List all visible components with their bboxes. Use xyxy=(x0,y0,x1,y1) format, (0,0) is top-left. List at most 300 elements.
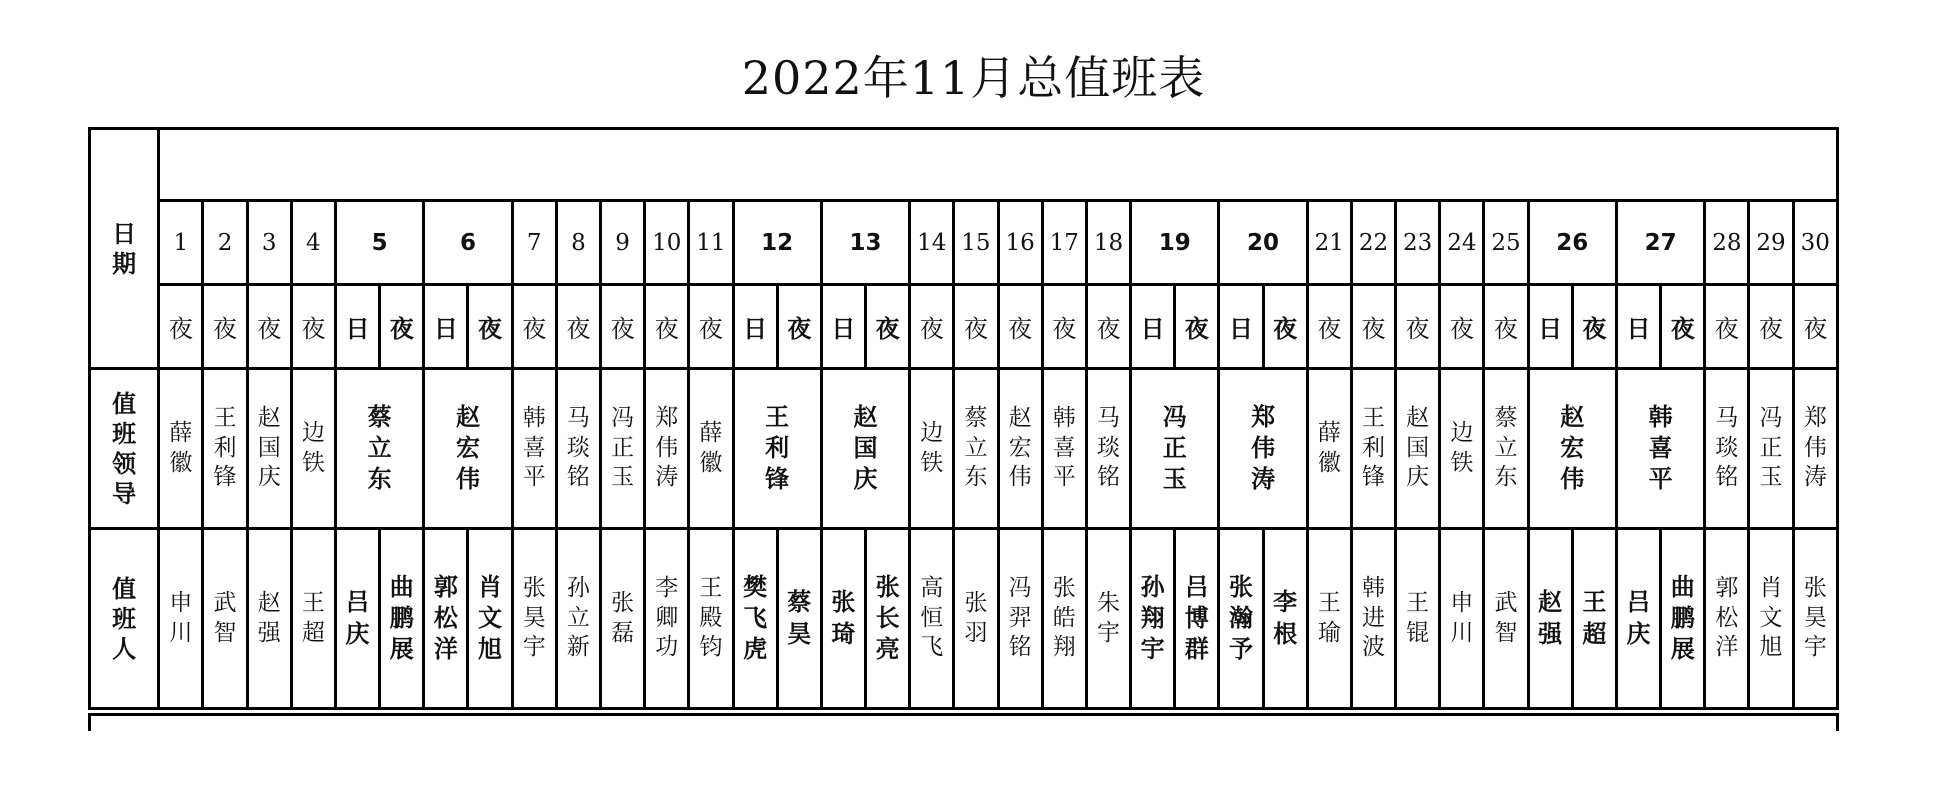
char: 伟 xyxy=(1008,464,1032,491)
char: 川 xyxy=(169,619,193,646)
char: 薛 xyxy=(169,419,193,446)
leader-name xyxy=(204,404,245,494)
char: 展 xyxy=(389,635,414,664)
char: 郭 xyxy=(433,572,458,601)
char: 利 xyxy=(1361,434,1385,461)
char: 锋 xyxy=(213,464,237,491)
char: 赵 xyxy=(455,402,480,431)
char: 伟 xyxy=(455,465,480,494)
char: 喜 xyxy=(522,434,546,461)
char: 高 xyxy=(920,574,944,601)
char: 边 xyxy=(920,419,944,446)
char: 宇 xyxy=(1140,635,1165,664)
char: 鹏 xyxy=(1670,603,1695,632)
shift-cell: 夜 xyxy=(1396,285,1440,369)
char: 东 xyxy=(1494,464,1518,491)
leader-name xyxy=(1044,404,1085,494)
char: 赵 xyxy=(853,402,878,431)
staff-name xyxy=(293,569,334,669)
shift-cell: 夜 xyxy=(1705,285,1749,369)
day-number-cell: 14 xyxy=(910,201,954,285)
staff-cell xyxy=(424,529,468,709)
shift-cell: 夜 xyxy=(1307,285,1351,369)
shift-cell: 夜 xyxy=(1086,285,1130,369)
char: 虎 xyxy=(743,635,768,664)
shift-cell: 夜 xyxy=(866,285,910,369)
staff-cell xyxy=(777,529,821,709)
char: 博 xyxy=(1184,603,1209,632)
leader-name xyxy=(955,404,996,494)
char: 涛 xyxy=(1803,464,1827,491)
staff-cell xyxy=(733,529,777,709)
staff-cell xyxy=(910,529,954,709)
char: 蔡 xyxy=(367,402,392,431)
char: 琦 xyxy=(831,619,856,648)
char: 喜 xyxy=(1052,434,1076,461)
char: 锟 xyxy=(1406,619,1430,646)
shift-cell: 夜 xyxy=(203,285,247,369)
day-number-cell: 1 xyxy=(159,201,203,285)
char: 王 xyxy=(1317,589,1341,616)
day-number-cell: 29 xyxy=(1749,201,1793,285)
leader-cell xyxy=(424,369,512,529)
shift-cell: 日 xyxy=(733,285,777,369)
char: 赵 xyxy=(1406,404,1430,431)
char: 平 xyxy=(1648,465,1673,494)
staff-name xyxy=(646,574,687,664)
day-number-cell: 2 xyxy=(203,201,247,285)
char: 羽 xyxy=(964,619,988,646)
table-continuation xyxy=(88,713,1839,731)
staff-cell xyxy=(600,529,644,709)
leader-cell xyxy=(1086,369,1130,529)
char: 郑 xyxy=(1251,402,1276,431)
char: 赵 xyxy=(257,589,281,616)
staff-name xyxy=(602,569,643,669)
char: 立 xyxy=(964,434,988,461)
shift-cell: 夜 xyxy=(1661,285,1705,369)
staff-name xyxy=(337,567,378,669)
char: 吕 xyxy=(345,588,370,617)
char: 韩 xyxy=(1361,574,1385,601)
char: 李 xyxy=(1273,588,1298,617)
char: 钧 xyxy=(699,634,723,661)
day-number-cell: 3 xyxy=(247,201,291,285)
char: 琰 xyxy=(1096,434,1120,461)
staff-name xyxy=(1044,574,1085,664)
char: 松 xyxy=(1715,604,1739,631)
char: 孙 xyxy=(566,574,590,601)
row-label-char: 日 xyxy=(112,219,137,248)
day-number-cell: 7 xyxy=(512,201,556,285)
char: 宏 xyxy=(455,433,480,462)
staff-cell xyxy=(866,529,910,709)
staff-cell xyxy=(954,529,998,709)
char: 朱 xyxy=(1096,589,1120,616)
char: 韩 xyxy=(1052,404,1076,431)
leader-cell xyxy=(1484,369,1528,529)
staff-cell xyxy=(998,529,1042,709)
char: 昊 xyxy=(1803,604,1827,631)
char: 张 xyxy=(1803,574,1827,601)
char: 正 xyxy=(1759,434,1783,461)
char: 郑 xyxy=(1803,404,1827,431)
day-number-cell: 13 xyxy=(821,201,909,285)
staff-name xyxy=(1441,569,1482,669)
char: 王 xyxy=(1406,589,1430,616)
char: 昊 xyxy=(522,604,546,631)
char: 韩 xyxy=(1648,402,1673,431)
shift-cell: 夜 xyxy=(645,285,689,369)
day-number-row xyxy=(90,201,1838,285)
leader-cell xyxy=(1440,369,1484,529)
char: 王 xyxy=(765,402,790,431)
char: 王 xyxy=(699,574,723,601)
char: 国 xyxy=(1406,434,1430,461)
row-label-char: 值 xyxy=(112,574,137,603)
leader-name xyxy=(1750,404,1791,494)
char: 皓 xyxy=(1052,604,1076,631)
char: 肖 xyxy=(478,572,503,601)
leader-cell xyxy=(1219,369,1307,529)
char: 国 xyxy=(853,433,878,462)
staff-cell xyxy=(1351,529,1395,709)
char: 瑜 xyxy=(1317,619,1341,646)
char: 予 xyxy=(1228,635,1253,664)
char: 智 xyxy=(213,619,237,646)
leader-name xyxy=(337,402,422,496)
staff-name xyxy=(425,572,466,666)
leader-cell xyxy=(512,369,556,529)
day-number-cell: 12 xyxy=(733,201,821,285)
blank-header-row xyxy=(90,129,1838,201)
staff-cell xyxy=(1042,529,1086,709)
day-number-cell: 19 xyxy=(1131,201,1219,285)
staff-name xyxy=(204,569,245,669)
leader-name xyxy=(602,404,643,494)
char: 立 xyxy=(1494,434,1518,461)
staff-name xyxy=(1309,569,1350,669)
leader-name xyxy=(1618,402,1703,496)
char: 马 xyxy=(1715,404,1739,431)
char: 边 xyxy=(1450,419,1474,446)
leader-cell xyxy=(821,369,909,529)
char: 冯 xyxy=(611,404,635,431)
staff-cell xyxy=(291,529,335,709)
day-number-cell: 6 xyxy=(424,201,512,285)
leader-name xyxy=(1088,404,1129,494)
char: 边 xyxy=(301,419,325,446)
char: 肖 xyxy=(1759,574,1783,601)
staff-name xyxy=(1750,574,1791,664)
char: 伟 xyxy=(1560,465,1585,494)
staff-cell xyxy=(468,529,512,709)
staff-name xyxy=(381,572,422,666)
leader-name xyxy=(1309,399,1350,499)
staff-cell xyxy=(335,529,379,709)
shift-cell: 夜 xyxy=(512,285,556,369)
char: 锋 xyxy=(1361,464,1385,491)
char: 锋 xyxy=(765,465,790,494)
staff-name xyxy=(1353,574,1394,664)
char: 立 xyxy=(367,433,392,462)
char: 洋 xyxy=(1715,634,1739,661)
char: 旭 xyxy=(478,635,503,664)
char: 庆 xyxy=(853,465,878,494)
char: 波 xyxy=(1361,634,1385,661)
char: 宇 xyxy=(1096,619,1120,646)
leader-cell xyxy=(910,369,954,529)
char: 玉 xyxy=(611,464,635,491)
staff-cell xyxy=(512,529,556,709)
leader-name xyxy=(558,404,599,494)
day-number-cell: 22 xyxy=(1351,201,1395,285)
char: 樊 xyxy=(743,572,768,601)
leader-name xyxy=(425,402,510,496)
staff-cell xyxy=(1086,529,1130,709)
leader-cell xyxy=(335,369,423,529)
char: 昊 xyxy=(787,619,812,648)
staff-name xyxy=(867,572,908,666)
char: 伟 xyxy=(1803,434,1827,461)
char: 马 xyxy=(1096,404,1120,431)
day-number-cell: 26 xyxy=(1528,201,1616,285)
day-number-cell: 21 xyxy=(1307,201,1351,285)
staff-cell xyxy=(1705,529,1749,709)
staff-cell xyxy=(1616,529,1660,709)
staff-cell xyxy=(203,529,247,709)
char: 涛 xyxy=(1251,465,1276,494)
char: 蔡 xyxy=(964,404,988,431)
char: 郑 xyxy=(655,404,679,431)
leader-cell xyxy=(1396,369,1440,529)
leader-name xyxy=(1397,404,1438,494)
leader-name xyxy=(514,404,555,494)
char: 翔 xyxy=(1140,603,1165,632)
staff-cell xyxy=(645,529,689,709)
leader-cell xyxy=(159,369,203,529)
staff-cell xyxy=(1749,529,1793,709)
char: 新 xyxy=(566,634,590,661)
shift-cell: 夜 xyxy=(1351,285,1395,369)
shift-cell: 夜 xyxy=(468,285,512,369)
shift-cell: 夜 xyxy=(1175,285,1219,369)
char: 鹏 xyxy=(389,603,414,632)
day-number-cell: 16 xyxy=(998,201,1042,285)
staff-cell xyxy=(159,529,203,709)
staff-row-label xyxy=(90,529,159,709)
row-label-char: 人 xyxy=(112,634,137,663)
char: 申 xyxy=(169,589,193,616)
shift-cell: 夜 xyxy=(159,285,203,369)
char: 曲 xyxy=(1670,572,1695,601)
leader-name xyxy=(293,399,334,499)
char: 铁 xyxy=(920,449,944,476)
char: 武 xyxy=(213,589,237,616)
char: 赵 xyxy=(1008,404,1032,431)
char: 张 xyxy=(611,589,635,616)
staff-name xyxy=(1795,574,1836,664)
staff-name xyxy=(1088,569,1129,669)
day-number-cell: 23 xyxy=(1396,201,1440,285)
staff-name xyxy=(1132,572,1173,666)
leader-cell xyxy=(689,369,733,529)
char: 超 xyxy=(301,619,325,646)
staff-name xyxy=(1618,567,1659,669)
leader-name xyxy=(1000,404,1041,494)
staff-name xyxy=(1574,567,1615,669)
char: 平 xyxy=(1052,464,1076,491)
leader-name xyxy=(1220,402,1305,496)
shift-cell: 夜 xyxy=(689,285,733,369)
char: 韩 xyxy=(522,404,546,431)
char: 功 xyxy=(655,634,679,661)
leader-name xyxy=(1485,404,1526,494)
staff-cell xyxy=(1396,529,1440,709)
staff-name xyxy=(1485,569,1526,669)
staff-name xyxy=(249,569,290,669)
staff-cell xyxy=(1131,529,1175,709)
day-number-cell: 9 xyxy=(600,201,644,285)
duty-table xyxy=(88,127,1839,710)
char: 伟 xyxy=(655,434,679,461)
leader-cell xyxy=(954,369,998,529)
char: 玉 xyxy=(1162,465,1187,494)
staff-name xyxy=(469,572,510,666)
day-number-cell: 4 xyxy=(291,201,335,285)
day-number-cell: 5 xyxy=(335,201,423,285)
char: 武 xyxy=(1494,589,1518,616)
leader-name xyxy=(249,404,290,494)
leader-name xyxy=(690,399,731,499)
char: 庆 xyxy=(1626,619,1651,648)
shift-cell: 日 xyxy=(1131,285,1175,369)
duty-table-frame xyxy=(88,127,1839,787)
staff-name xyxy=(1000,574,1041,664)
leader-cell xyxy=(1307,369,1351,529)
staff-name xyxy=(1220,572,1261,666)
day-number-cell: 30 xyxy=(1793,201,1837,285)
leader-row xyxy=(90,369,1838,529)
staff-cell xyxy=(1572,529,1616,709)
day-number-cell: 15 xyxy=(954,201,998,285)
day-number-cell: 27 xyxy=(1616,201,1704,285)
day-number-cell: 8 xyxy=(556,201,600,285)
shift-cell: 日 xyxy=(821,285,865,369)
char: 正 xyxy=(1162,433,1187,462)
char: 强 xyxy=(1538,619,1563,648)
shift-cell: 夜 xyxy=(600,285,644,369)
shift-cell: 夜 xyxy=(1440,285,1484,369)
shift-cell: 夜 xyxy=(954,285,998,369)
staff-name xyxy=(911,574,952,664)
staff-name xyxy=(735,572,776,666)
staff-cell xyxy=(821,529,865,709)
char: 利 xyxy=(213,434,237,461)
staff-cell xyxy=(1528,529,1572,709)
char: 赵 xyxy=(1560,402,1585,431)
char: 赵 xyxy=(257,404,281,431)
shift-cell: 夜 xyxy=(1749,285,1793,369)
page-title: 2022年11月总值班表 xyxy=(741,51,1206,105)
char: 赵 xyxy=(1538,588,1563,617)
char: 庆 xyxy=(345,619,370,648)
leader-cell xyxy=(247,369,291,529)
char: 王 xyxy=(301,589,325,616)
leader-cell xyxy=(291,369,335,529)
char: 国 xyxy=(257,434,281,461)
char: 亮 xyxy=(875,635,900,664)
char: 文 xyxy=(478,603,503,632)
staff-cell xyxy=(1263,529,1307,709)
staff-name xyxy=(1397,569,1438,669)
char: 王 xyxy=(1582,588,1607,617)
char: 智 xyxy=(1494,619,1518,646)
char: 马 xyxy=(566,404,590,431)
row-label-char: 班 xyxy=(112,604,137,633)
char: 洋 xyxy=(433,635,458,664)
char: 殿 xyxy=(699,604,723,631)
char: 松 xyxy=(433,603,458,632)
leader-cell xyxy=(1042,369,1086,529)
char: 吕 xyxy=(1626,588,1651,617)
char: 薛 xyxy=(1317,419,1341,446)
staff-name xyxy=(558,574,599,664)
shift-cell: 夜 xyxy=(291,285,335,369)
char: 平 xyxy=(522,464,546,491)
leader-cell xyxy=(645,369,689,529)
shift-row xyxy=(90,285,1838,369)
char: 曲 xyxy=(389,572,414,601)
char: 群 xyxy=(1184,635,1209,664)
char: 冯 xyxy=(1759,404,1783,431)
char: 蔡 xyxy=(787,588,812,617)
char: 李 xyxy=(655,574,679,601)
char: 展 xyxy=(1670,635,1695,664)
staff-cell xyxy=(380,529,424,709)
char: 铭 xyxy=(1096,464,1120,491)
char: 伟 xyxy=(1251,433,1276,462)
leader-cell xyxy=(1351,369,1395,529)
leader-row-label xyxy=(90,369,159,529)
char: 进 xyxy=(1361,604,1385,631)
char: 张 xyxy=(875,572,900,601)
staff-name xyxy=(1706,574,1747,664)
leader-name xyxy=(1530,402,1615,496)
char: 张 xyxy=(522,574,546,601)
leader-cell xyxy=(998,369,1042,529)
row-label-char: 领 xyxy=(112,449,137,478)
staff-name xyxy=(1662,572,1703,666)
staff-cell xyxy=(1793,529,1837,709)
leader-cell xyxy=(1528,369,1616,529)
leader-cell xyxy=(733,369,821,529)
char: 卿 xyxy=(655,604,679,631)
leader-cell xyxy=(1705,369,1749,529)
char: 冯 xyxy=(1162,402,1187,431)
day-number-cell: 18 xyxy=(1086,201,1130,285)
leader-cell xyxy=(1749,369,1793,529)
shift-cell: 夜 xyxy=(777,285,821,369)
char: 徽 xyxy=(699,449,723,476)
char: 琰 xyxy=(1715,434,1739,461)
staff-cell xyxy=(1661,529,1705,709)
day-number-cell: 17 xyxy=(1042,201,1086,285)
char: 薛 xyxy=(699,419,723,446)
char: 飞 xyxy=(743,603,768,632)
leader-name xyxy=(646,404,687,494)
leader-cell xyxy=(1131,369,1219,529)
